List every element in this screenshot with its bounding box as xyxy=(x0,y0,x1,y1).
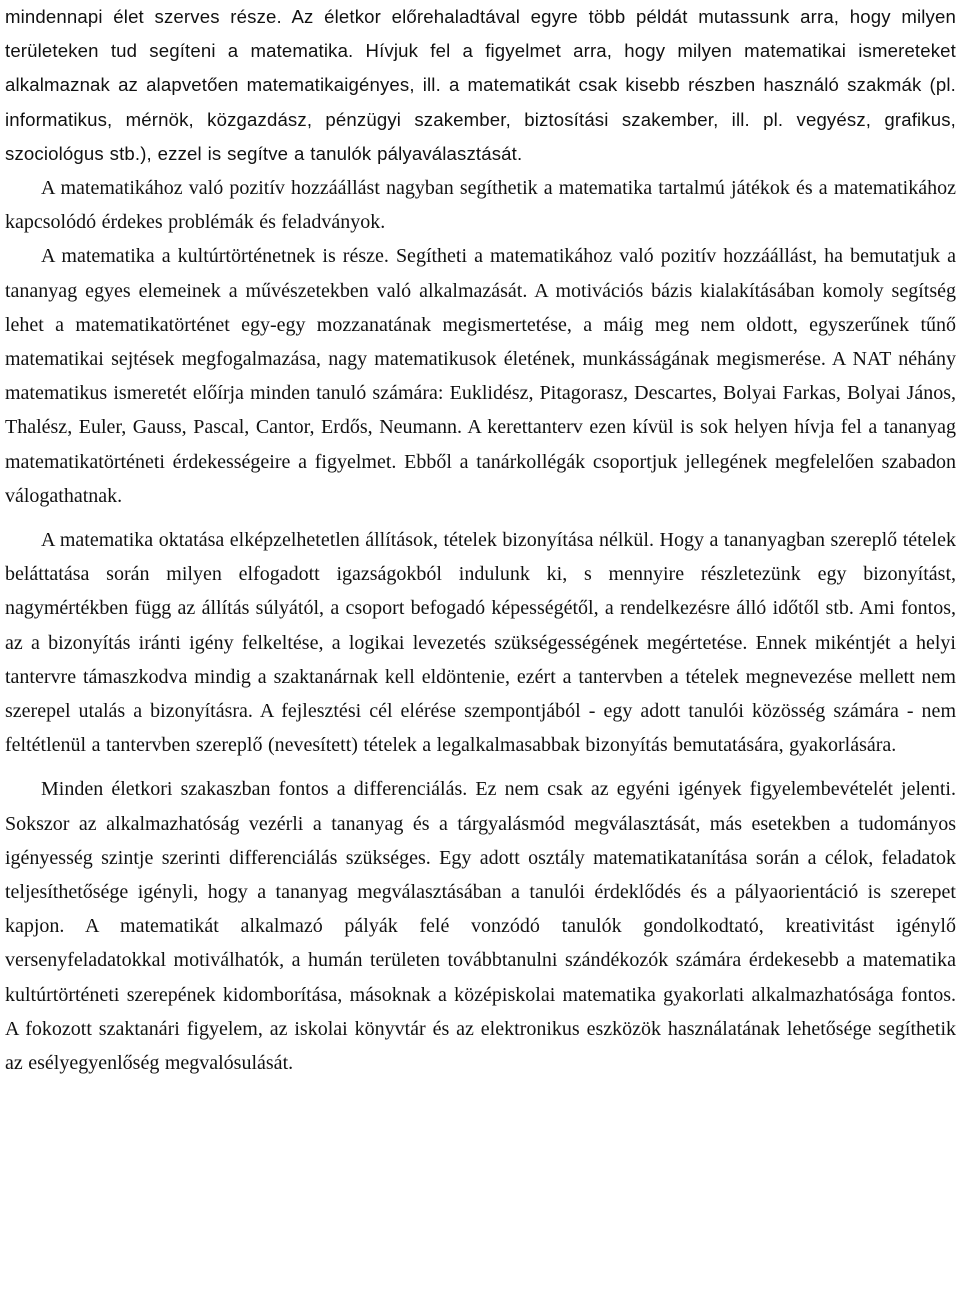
paragraph-text: mindennapi élet szerves része. Az életkor előrehaladtával egyre több példát mutassunk arra, hogy milyen területeken tud segíteni a matematika. Hívjuk fel a figyelmet arra, hogy milyen matematikai ismereteket alkalmaznak az alapvetően matematikaigényes, ill. a matematikát csak kisebb részben használó szakmák (pl. informatikus, mérnök, közgazdász, pénzügyi szakember, biztosítási szakember, ill. pl. vegyész, grafikus, szociológus stb.), ezzel is segítve a tanulók pályaválasztását. xyxy=(5,6,956,164)
paragraph-text: A matematika oktatása elképzelhetetlen állítások, tételek bizonyítása nélkül. Hogy a tananyagban szereplő tételek beláttatása során milyen elfogadott igazságokból indulunk ki, s mennyire részletezünk egy bizonyítást, nagymértékben függ az állítás súlyától, a csoport befogadó képességétől, a rendelkezésre álló időtől stb. Ami fontos, az a bizonyítás iránti igény felkeltése, a logikai levezetés szükségességének megértetése. Ennek mikéntjét a helyi tantervre támaszkodva mindig a szaktanárnak kell eldöntenie, ezért a tantervben a tételek megnevezése mellett nem szerepel utalás a bizonyításra. A fejlesztési cél elérése szempontjából - egy adott tanulói közösség számára - nem feltétlenül a tantervben szereplő (nevesített) tételek a legalkalmasabbak bizonyítás bemutatására, gyakorlására. xyxy=(5,529,956,757)
paragraph-text: Minden életkori szakaszban fontos a differenciálás. Ez nem csak az egyéni igények figyelembevételét jelenti. Sokszor az alkalmazhatóság vezérli a tananyag és a tárgyalásmód megválasztását, más esetekben a tudományos igényesség szintje szerinti differenciálás szükséges. Egy adott osztály matematikatanítása során a célok, feladatok teljesíthetősége igényli, hogy a tananyag megválasztásában a tanulói érdeklődés és a pályaorientáció is szerepet kapjon. A matematikát alkalmazó pályák felé vonzódó tanulók gondolkodtató, kreativitást igénylő versenyfeladatokkal motiválhatók, a humán területen továbbtanulni szándékozók számára érdekesebb a matematika kultúrtörténeti szerepének kidomborítása, másoknak a középiskolai matematika gyakorlati alkalmazhatósága fontos. A fokozott szaktanári figyelem, az iskolai könyvtár és az elektronikus eszközök használatának lehetősége segíthetik az esélyegyenlőség megvalósulását. xyxy=(5,778,956,1075)
paragraph-text: A matematikához való pozitív hozzáállást nagyban segíthetik a matematika tartalmú játékok és a matematikához kapcsolódó érdekes problémák és feladványok. xyxy=(5,177,956,234)
paragraph-text: Segítheti a matematikához való pozitív hozzáállást, ha bemutatjuk a tananyag egyes elemeinek a művészetekben való alkalmazását. A motivációs bázis kialakításában komoly segítség lehet a matematikatörténet egy-egy mozzanatának megismertetése, a máig meg nem oldott, egyszerűnek tűnő matematikai sejtések megfogalmazása, nagy matematikusok életének, munkásságának megismerése. A NAT néhány matematikus ismeretét előírja minden tanuló számára: Euklidész, Pitagorasz, Descartes, Bolyai Farkas, Bolyai János, Thalész, Euler, Gauss, Pascal, Cantor, Erdős, Neumann. A kerettanterv ezen kívül is sok helyen hívja fel a tananyag matematikatörténeti érdekességeire a figyelmet. Ebből a tanárkollégák csoportjuk jellegének megfelelően szabadon válogathatnak. xyxy=(5,245,956,507)
paragraph-differentiation xyxy=(5,772,956,1080)
document-page xyxy=(5,0,956,1311)
paragraph-text: A matematika a kultúrtörténetnek is része. xyxy=(41,245,396,268)
paragraph-career-examples xyxy=(5,0,956,171)
paragraph-games-and-puzzles xyxy=(5,171,956,239)
paragraph-proofs xyxy=(5,523,956,762)
paragraph-cultural-history xyxy=(5,239,956,513)
